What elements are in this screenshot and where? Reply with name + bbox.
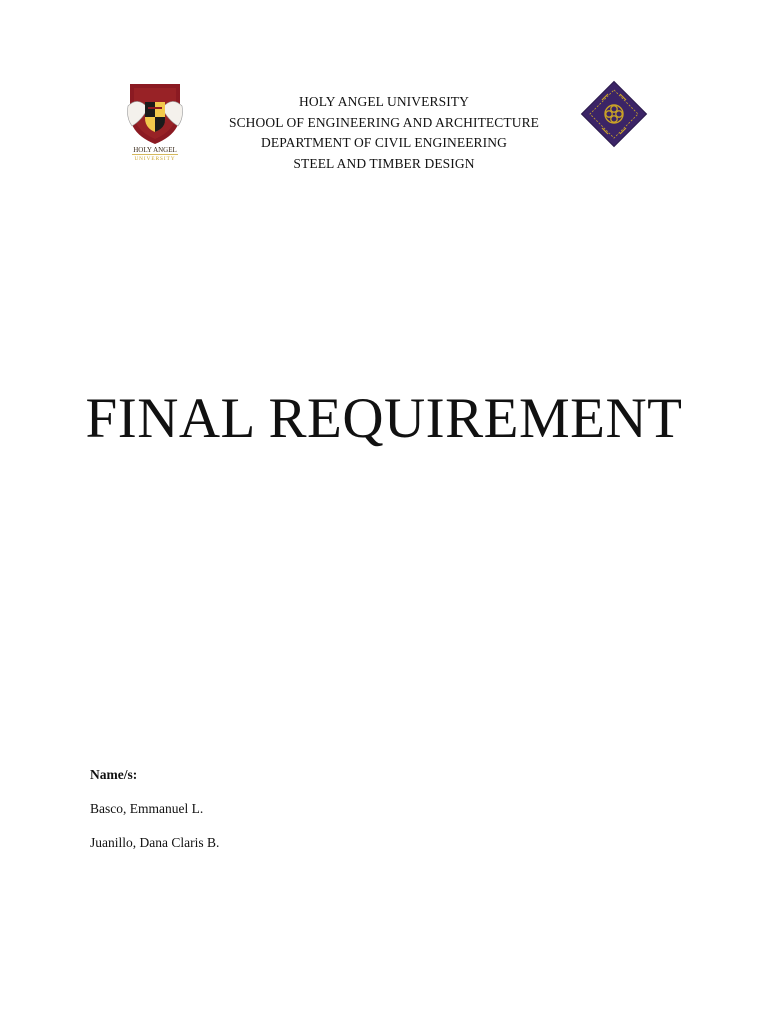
crest-text-line-2: UNIVERSITY (134, 156, 176, 162)
university-name: HOLY ANGEL UNIVERSITY (299, 94, 469, 109)
names-label: Name/s: (90, 767, 138, 782)
university-crest-icon (124, 80, 186, 162)
department-name: DEPARTMENT OF CIVIL ENGINEERING (261, 135, 507, 150)
engineering-society-seal-icon (578, 78, 650, 150)
names-section (90, 765, 219, 867)
crest-text-line-1: HOLY ANGEL (133, 146, 177, 154)
document-title: FINAL REQUIREMENT (85, 387, 683, 450)
name-item: Basco, Emmanuel L. (90, 801, 204, 816)
course-name: STEEL AND TIMBER DESIGN (293, 155, 475, 171)
school-name: SCHOOL OF ENGINEERING AND ARCHITECTURE (228, 114, 540, 130)
name-item: Juanillo, Dana Claris B. (90, 835, 220, 850)
header-block (200, 92, 568, 174)
